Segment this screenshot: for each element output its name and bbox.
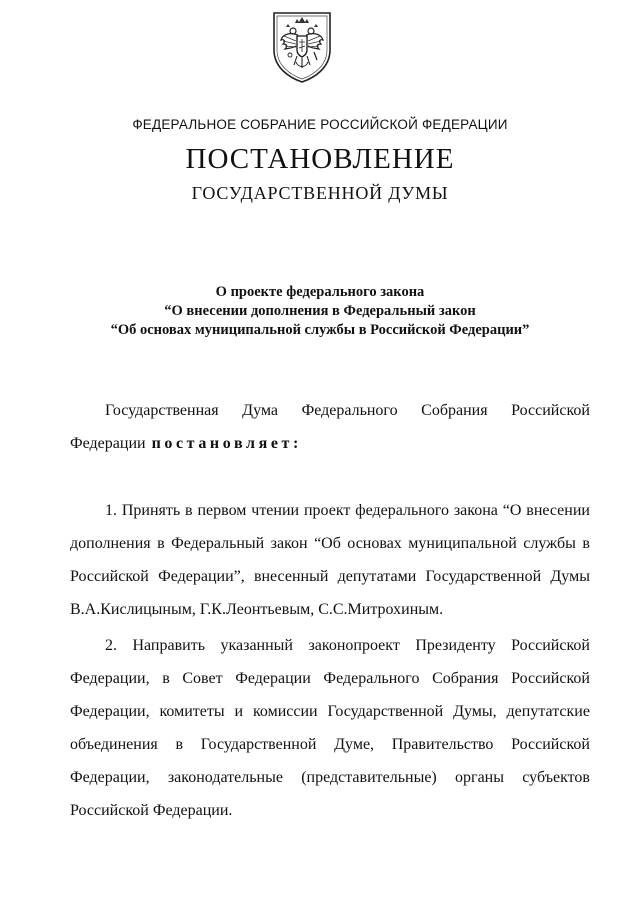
word: Собрания	[421, 402, 488, 419]
word: закона	[453, 502, 498, 519]
word: в	[175, 736, 184, 753]
word: депутатами	[337, 568, 417, 585]
item-line	[70, 695, 590, 728]
word: комиссии	[252, 703, 318, 720]
word: федерального	[355, 502, 449, 519]
word: Дума	[242, 402, 278, 419]
word: Государственной	[200, 736, 317, 753]
word: Федерации,	[70, 769, 150, 786]
item-line	[70, 794, 590, 827]
preamble-line	[70, 427, 590, 460]
word: Федерации,	[70, 670, 150, 687]
word: Федерации	[235, 670, 311, 687]
word: “О	[502, 502, 522, 519]
word: Российской	[511, 736, 590, 753]
document-subject	[0, 283, 640, 340]
document-type: ПОСТАНОВЛЕНИЕ	[185, 143, 455, 175]
word: 1.	[105, 502, 117, 519]
word: Российской Федерации.	[70, 802, 233, 819]
word: Федерального	[323, 670, 420, 687]
organization-name: ФЕДЕРАЛЬНОЕ СОБРАНИЕ РОССИЙСКОЙ ФЕДЕРАЦИИ	[132, 117, 508, 132]
word: в	[157, 535, 165, 552]
word: объединения	[70, 736, 158, 753]
word: Думе,	[334, 736, 375, 753]
word: и	[234, 703, 244, 720]
word: в	[162, 670, 170, 687]
word: закон	[270, 535, 308, 552]
word: Государственной	[327, 703, 444, 720]
word: субъектов	[522, 769, 590, 786]
word: законопроект	[308, 637, 400, 654]
word: в	[582, 535, 590, 552]
word: чтении	[251, 502, 300, 519]
item-line	[70, 494, 590, 527]
word: (представительные)	[301, 769, 437, 786]
word: проект	[303, 502, 351, 519]
word: основах	[347, 535, 402, 552]
word: службы	[523, 535, 576, 552]
item-1-paragraph	[70, 494, 590, 626]
word: дополнения	[70, 535, 151, 552]
word: Федерации”,	[158, 568, 245, 585]
item-2-paragraph	[70, 629, 590, 827]
word: депутатские	[506, 703, 590, 720]
word: Направить	[132, 637, 205, 654]
word: Российской	[511, 637, 590, 654]
preamble-paragraph	[70, 394, 590, 460]
word: муниципальной	[408, 535, 517, 552]
word: Президенту	[415, 637, 496, 654]
russian-coat-of-arms-icon	[270, 10, 334, 84]
word: Российской	[511, 670, 590, 687]
word: “Об	[314, 535, 341, 552]
word: в	[185, 502, 193, 519]
word: Федерации,	[70, 703, 150, 720]
word: указанный	[220, 637, 293, 654]
subject-line: “О внесении дополнения в Федеральный закон	[164, 303, 476, 319]
word: Думы	[550, 568, 590, 585]
item-line	[70, 629, 590, 662]
decree-word: постановляет:	[151, 435, 302, 452]
word: Федерального	[301, 402, 398, 419]
word: органы	[455, 769, 504, 786]
item-line	[70, 560, 590, 593]
coat-of-arms-emblem	[270, 10, 334, 84]
item-line	[70, 761, 590, 794]
word: внесении	[526, 502, 590, 519]
item-line	[70, 728, 590, 761]
word: Принять	[121, 502, 181, 519]
item-line	[70, 593, 590, 626]
word: Собрания	[432, 670, 499, 687]
sponsor-names: В.А.Кислицыным, Г.К.Леонтьевым, С.С.Митрохиным.	[70, 601, 444, 618]
word: Государственной	[425, 568, 542, 585]
word: Федерации	[70, 435, 146, 452]
word: комитеты	[159, 703, 225, 720]
word: Федеральный	[171, 535, 265, 552]
word: Правительство	[391, 736, 494, 753]
word: Совет	[182, 670, 223, 687]
item-line	[70, 527, 590, 560]
word: 2.	[105, 637, 117, 654]
word: первом	[197, 502, 247, 519]
word: внесенный	[253, 568, 329, 585]
word: Государственная	[105, 402, 219, 419]
subject-line: “Об основах муниципальной службы в Российской Федерации”	[110, 322, 530, 338]
word: Российской	[70, 568, 149, 585]
word: законодательные	[167, 769, 283, 786]
issuing-body: ГОСУДАРСТВЕННОЙ ДУМЫ	[191, 183, 449, 203]
subject-line: О проекте федерального закона	[215, 284, 425, 300]
item-line	[70, 662, 590, 695]
word: Думы,	[453, 703, 497, 720]
word: Российской	[511, 402, 590, 419]
preamble-line	[70, 394, 590, 427]
